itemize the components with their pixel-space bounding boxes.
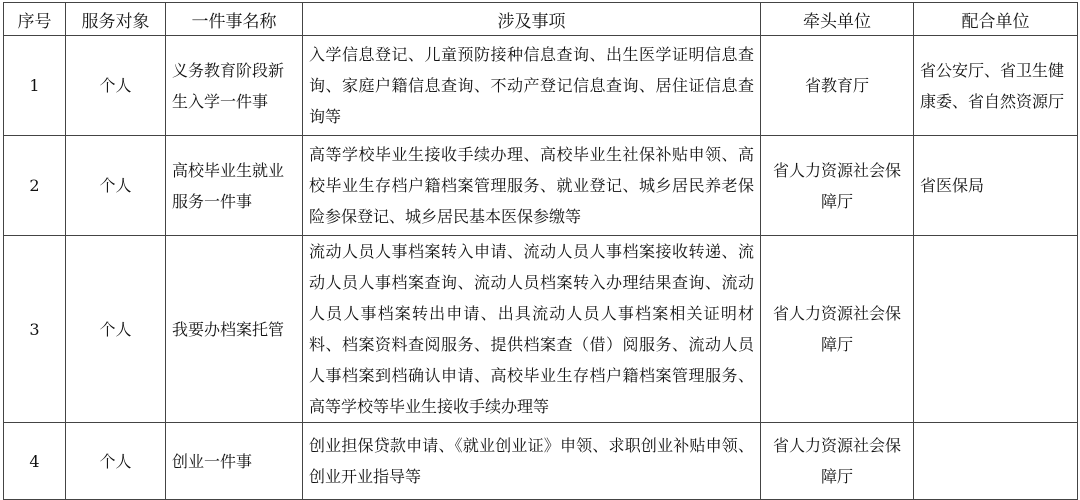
cell-lead: 省教育厅 — [761, 36, 914, 136]
cell-partner — [914, 236, 1078, 423]
header-no: 序号 — [4, 3, 66, 36]
service-table — [3, 2, 1078, 500]
cell-name: 高校毕业生就业服务一件事 — [166, 136, 303, 236]
cell-partner: 省公安厅、省卫生健康委、省自然资源厅 — [914, 36, 1078, 136]
cell-name: 我要办档案托管 — [166, 236, 303, 423]
header-lead: 牵头单位 — [761, 3, 914, 36]
table-row — [4, 36, 1078, 136]
cell-lead: 省人力资源社会保障厅 — [761, 136, 914, 236]
cell-no: 3 — [4, 236, 66, 423]
cell-target: 个人 — [66, 236, 166, 423]
cell-no: 2 — [4, 136, 66, 236]
header-items: 涉及事项 — [303, 3, 761, 36]
cell-lead: 省人力资源社会保障厅 — [761, 423, 914, 500]
cell-name: 义务教育阶段新生入学一件事 — [166, 36, 303, 136]
cell-target: 个人 — [66, 423, 166, 500]
table-row — [4, 136, 1078, 236]
cell-items: 入学信息登记、儿童预防接种信息查询、出生医学证明信息查询、家庭户籍信息查询、不动产登记信息查询、居住证信息查询等 — [303, 36, 761, 136]
cell-target: 个人 — [66, 36, 166, 136]
cell-items: 创业担保贷款申请、《就业创业证》申领、求职创业补贴申领、创业开业指导等 — [303, 423, 761, 500]
table-row — [4, 236, 1078, 423]
header-partner: 配合单位 — [914, 3, 1078, 36]
cell-target: 个人 — [66, 136, 166, 236]
cell-name: 创业一件事 — [166, 423, 303, 500]
header-target: 服务对象 — [66, 3, 166, 36]
header-name: 一件事名称 — [166, 3, 303, 36]
cell-partner — [914, 423, 1078, 500]
table-header-row — [4, 3, 1078, 36]
cell-items: 流动人员人事档案转入申请、流动人员人事档案接收转递、流动人员人事档案查询、流动人员档案转入办理结果查询、流动人员人事档案转出申请、出具流动人员人事档案相关证明材料、档案资料查阅服务、提供档案查（借）阅服务、流动人员人事档案到档确认申请、高校毕业生存档户籍档案管理服务、高等学校等毕业生接收手续办理等 — [303, 236, 761, 423]
table-row — [4, 423, 1078, 500]
cell-no: 1 — [4, 36, 66, 136]
cell-partner: 省医保局 — [914, 136, 1078, 236]
cell-no: 4 — [4, 423, 66, 500]
cell-items: 高等学校毕业生接收手续办理、高校毕业生社保补贴申领、高校毕业生存档户籍档案管理服务、就业登记、城乡居民养老保险参保登记、城乡居民基本医保参缴等 — [303, 136, 761, 236]
cell-lead: 省人力资源社会保障厅 — [761, 236, 914, 423]
